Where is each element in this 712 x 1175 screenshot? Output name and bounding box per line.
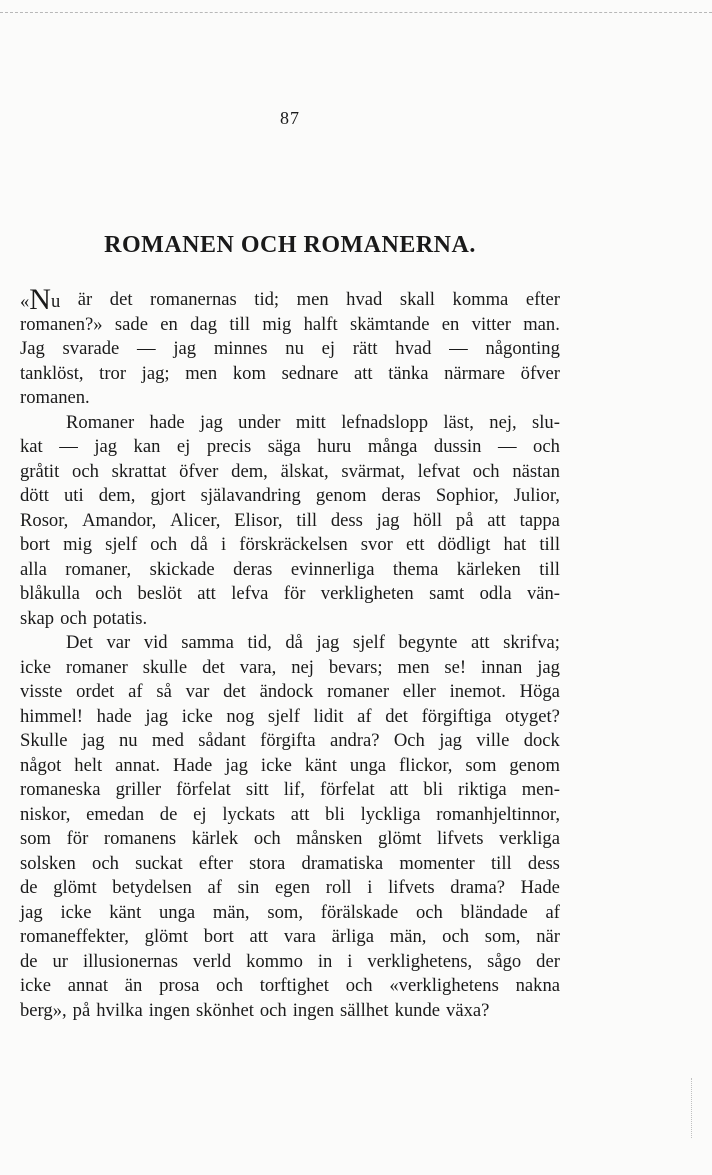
text-line: jag icke känt unga män, som, förälskade och bländade af (20, 901, 560, 923)
text-line: Rosor, Amandor, Alicer, Elisor, till dess jag höll på att tappa (20, 509, 560, 531)
text-line: Romaner hade jag under mitt lefnadslopp läst, nej, slu- (66, 411, 560, 433)
text-line: blåkulla och beslöt att lefva för verkligheten samt odla vän- (20, 583, 560, 604)
text-line: de glömt betydelsen af sin egen roll i lifvets drama? Hade (20, 877, 560, 898)
text-line: Skulle jag nu med sådant förgifta andra? Och jag ville dock (20, 730, 560, 751)
text-line: himmel! hade jag icke nog sjelf lidit af det förgiftiga otyget? (20, 705, 560, 727)
text-line: alla romaner, skickade deras evinnerliga thema kärleken till (20, 558, 560, 580)
text-line: de ur illusionernas verld kommo in i verklighetens, sågo der (20, 950, 560, 972)
text-line: romanen. (20, 387, 90, 408)
body-text (20, 283, 560, 1023)
text-line: romanen?» sade en dag till mig halft skämtande en vitter man. (20, 313, 560, 335)
text-line: «Nu är det romanernas tid; men hvad skall komma efter (20, 283, 560, 316)
text-line: bort mig sjelf och då i förskräckelsen svor ett dödligt hat till (20, 534, 560, 555)
scan-edge-rule (0, 12, 712, 13)
text-line: icke annat än prosa och torftighet och «verklighetens nakna (20, 975, 560, 996)
text-line: romaneska griller förfelat sitt lif, förfelat att bli riktiga men- (20, 779, 560, 800)
text-line: Jag svarade — jag minnes nu ej rätt hvad — någonting (20, 338, 560, 359)
text-line: dött uti dem, gjort själavandring genom deras Sophior, Julior, (20, 485, 560, 506)
text-line: berg», på hvilka ingen skönhet och ingen sällhet kunde växa? (20, 999, 490, 1021)
text-line: gråtit och skrattat öfver dem, älskat, svärmat, lefvat och nästan (20, 460, 560, 482)
chapter-title: ROMANEN OCH ROMANERNA. (104, 232, 476, 258)
page-number: 87 (280, 108, 300, 128)
drop-cap-letter: N (29, 283, 51, 316)
paragraph (20, 631, 560, 1023)
text-line: solsken och suckat efter stora dramatiska momenter till dess (20, 852, 560, 874)
text-line: skap och potatis. (20, 607, 148, 629)
text-line: Det var vid samma tid, då jag sjelf begynte att skrifva; (66, 632, 560, 653)
text-line: niskor, emedan de ej lyckats att bli lyckliga romanhjeltinnor, (20, 803, 560, 825)
paragraph (20, 411, 560, 632)
text-line: romaneffekter, glömt bort att vara ärliga män, och som, när (20, 926, 560, 947)
text-line: kat — jag kan ej precis säga huru många dussin — och (20, 436, 560, 457)
text-line: icke romaner skulle det vara, nej bevars; men se! innan jag (20, 656, 560, 678)
text-line: som för romanens kärlek och månsken glömt lifvets verkliga (20, 828, 560, 849)
text-line: något helt annat. Hade jag icke känt unga flickor, som genom (20, 754, 560, 776)
text-line: tanklöst, tror jag; men kom sednare att tänka närmare öfver (20, 362, 560, 384)
paragraph (20, 283, 560, 411)
scan-margin-mark (691, 1078, 692, 1138)
text-line: visste ordet af så var det ändock romaner eller inemot. Höga (20, 681, 560, 702)
